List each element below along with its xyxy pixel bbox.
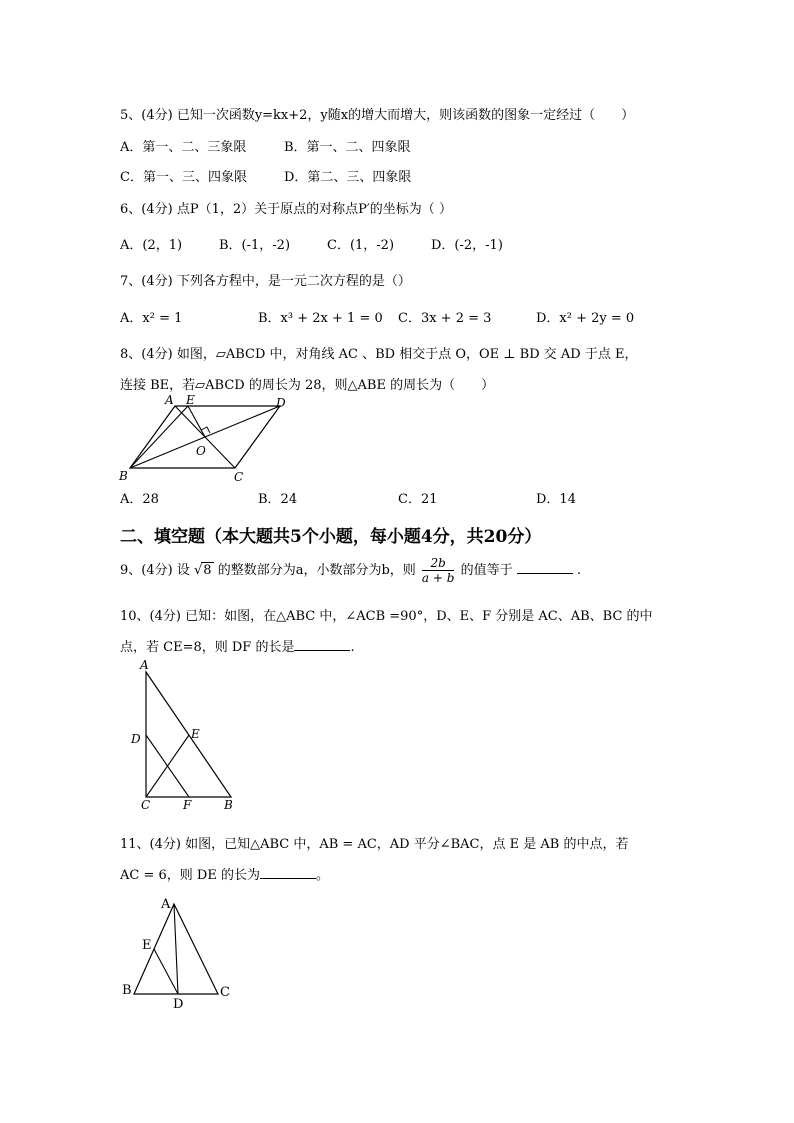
- q11-line2-suffix: 。: [315, 868, 329, 883]
- q11-stem-line1: 11、(4分) 如图，已知△ABC 中，AB = AC，AD 平分∠BAC，点 E 是 AB 的中点，若: [120, 837, 629, 852]
- label-b: B: [122, 983, 132, 998]
- label-c: C: [220, 985, 230, 1000]
- q9-middle: 的整数部分为a，小数部分为b，则: [217, 563, 416, 578]
- q6-option-c: C．(1，-2): [327, 238, 395, 253]
- sqrt-symbol: √: [193, 563, 203, 578]
- label-a: A: [165, 393, 174, 407]
- q8-parallelogram-figure: [110, 392, 300, 488]
- q10-line2-suffix: .: [350, 640, 355, 655]
- q5-option-b: B．第一、二、四象限: [284, 140, 411, 155]
- q10-answer-blank[interactable]: [294, 638, 350, 651]
- label-c: C: [234, 470, 244, 484]
- label-f: F: [183, 798, 192, 812]
- q9-denominator: a + b: [421, 571, 455, 585]
- label-c: C: [141, 798, 151, 812]
- q8-option-c: C．21: [398, 492, 438, 507]
- label-d: D: [173, 997, 184, 1012]
- q8-stem-line2: 连接 BE，若▱ABCD 的周长为 28，则△ABE 的周长为（ ）: [120, 378, 495, 393]
- q7-stem: 7、(4分) 下列各方程中，是一元二次方程的是（）: [120, 274, 411, 289]
- label-a: A: [161, 897, 171, 912]
- q11-line2-prefix: AC = 6，则 DE 的长为: [120, 868, 260, 883]
- q9-answer-blank[interactable]: [517, 561, 573, 574]
- q7-option-d: D．x² + 2y = 0: [536, 311, 635, 326]
- label-e: E: [191, 727, 200, 741]
- q8-option-b: B．24: [258, 492, 298, 507]
- q6-stem: 6、(4分) 点P（1，2）关于原点的对称点P′的坐标为（ ）: [120, 202, 452, 217]
- label-b: B: [224, 798, 233, 812]
- q5-option-d: D．第二、三、四象限: [284, 170, 412, 185]
- q7-option-b: B．x³ + 2x + 1 = 0: [258, 311, 383, 326]
- q9-suffix: 的值等于: [460, 563, 513, 578]
- q10-triangle-figure: [125, 656, 245, 814]
- q10-stem-line2: [120, 636, 355, 655]
- label-e: E: [142, 938, 152, 953]
- q7-option-a: A．x² = 1: [120, 311, 183, 326]
- q10-stem-line1: 10、(4分) 已知：如图，在△ABC 中，∠ACB =90°，D、E、F 分别是 AC、AB、BC 的中: [120, 609, 653, 624]
- q9-radicand: 8: [203, 563, 212, 578]
- q6-option-b: B．(-1，-2): [219, 238, 291, 253]
- q9-stem: [120, 556, 581, 585]
- section-2-title: 二、填空题（本大题共5个小题，每小题4分，共20分）: [120, 527, 542, 547]
- q5-stem: 5、(4分) 已知一次函数y=kx+2，y随x的增大而增大，则该函数的图象一定经过（ ）: [120, 108, 635, 123]
- q8-option-d: D．14: [536, 492, 576, 507]
- label-b: B: [119, 469, 128, 483]
- segment-be: [130, 406, 188, 468]
- label-a: A: [140, 658, 149, 672]
- q8-stem-line1: 8、(4分) 如图，▱ABCD 中，对角线 AC 、BD 相交于点 O，OE ⊥ BD 交 AD 于点 E，: [120, 347, 638, 362]
- q5-option-a: A．第一、二、三象限: [120, 140, 247, 155]
- q9-prefix: 9、(4分) 设: [120, 563, 190, 578]
- q6-option-a: A．(2，1): [120, 238, 183, 253]
- q9-fraction: [422, 556, 455, 585]
- label-d: D: [276, 396, 286, 410]
- q10-line2-prefix: 点，若 CE=8，则 DF 的长是: [120, 640, 295, 655]
- q9-numerator: 2b: [422, 556, 455, 571]
- q11-triangle-figure: [118, 892, 238, 1012]
- label-o: O: [196, 444, 206, 458]
- q7-option-c: C．3x + 2 = 3: [398, 311, 492, 326]
- q5-option-c: C．第一、三、四象限: [120, 170, 247, 185]
- q11-stem-line2: [120, 864, 329, 883]
- segment-de: [154, 949, 178, 994]
- label-d: D: [131, 732, 141, 746]
- label-e: E: [186, 393, 195, 407]
- q6-option-d: D．(-2，-1): [431, 238, 503, 253]
- segment-ad: [174, 904, 178, 994]
- q11-answer-blank[interactable]: [260, 866, 316, 879]
- q8-option-a: A．28: [120, 492, 159, 507]
- q9-end: .: [576, 563, 582, 578]
